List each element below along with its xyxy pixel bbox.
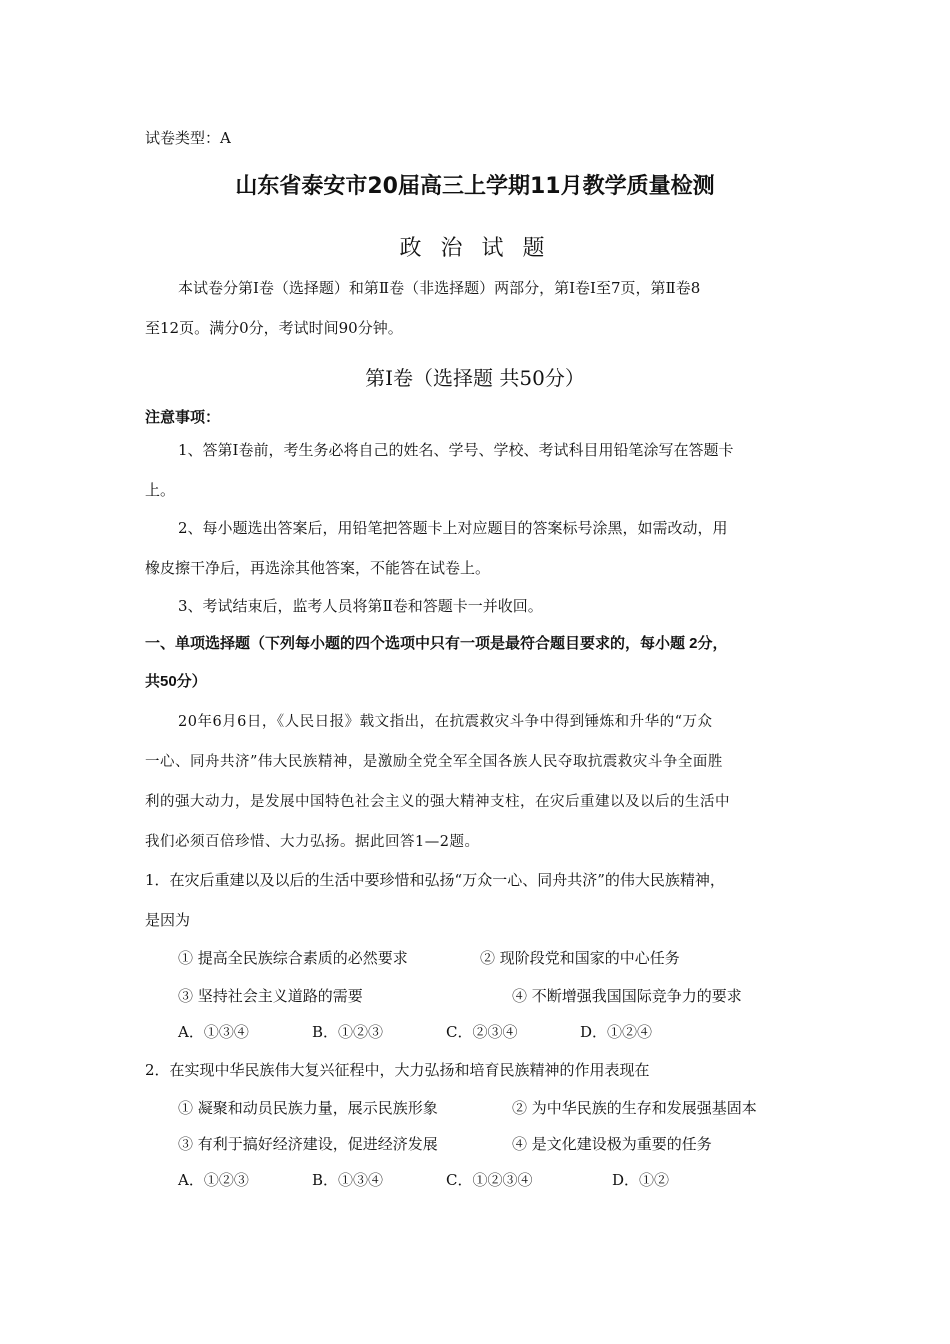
section-1-heading-line-1: 一、单项选择题（下列每小题的四个选项中只有一项是最符合题目要求的，每小题 2分，	[145, 635, 728, 652]
subject-title: 政 治 试 题	[399, 236, 551, 261]
paper-type-label: 试卷类型：A	[145, 129, 231, 147]
question-1-option-d: D．①②④	[580, 1023, 653, 1041]
passage-line-1: 20年6月6日，《人民日报》载文指出，在抗震救灾斗争中得到锤炼和升华的“万众	[178, 714, 713, 730]
question-1-stem-line-1: 1．在灾后重建以及以后的生活中要珍惜和弘扬“万众一心、同舟共济”的伟大民族精神，	[145, 871, 725, 889]
question-1-stem-line-2: 是因为	[145, 911, 191, 929]
passage-line-2: 一心、同舟共济”伟大民族精神，是激励全党全军全国各族人民夺取抗震救灾斗争全面胜	[145, 754, 723, 770]
question-1-item-2: ② 现阶段党和国家的中心任务	[480, 949, 680, 967]
exam-title: 山东省泰安市20届高三上学期11月教学质量检测	[235, 174, 715, 199]
question-1-option-b: B．①②③	[312, 1023, 384, 1041]
question-2-stem: 2．在实现中华民族伟大复兴征程中，大力弘扬和培育民族精神的作用表现在	[145, 1061, 650, 1079]
part-1-title: 第Ⅰ卷（选择题 共50分）	[365, 366, 585, 390]
question-2-option-d: D．①②	[612, 1171, 670, 1189]
section-1-heading-line-2: 共50分）	[145, 673, 207, 690]
notice-label: 注意事项：	[145, 409, 221, 426]
notice-1-line-1: 1、答第Ⅰ卷前，考生务必将自己的姓名、学号、学校、考试科目用铅笔涂写在答题卡	[178, 441, 734, 459]
passage-line-3: 利的强大动力，是发展中国特色社会主义的强大精神支柱，在灾后重建以及以后的生活中	[145, 794, 730, 810]
notice-2-line-1: 2、每小题选出答案后，用铅笔把答题卡上对应题目的答案标号涂黑，如需改动，用	[178, 519, 728, 537]
question-2-item-3: ③ 有利于搞好经济建设，促进经济发展	[178, 1135, 438, 1153]
question-2-item-1: ① 凝聚和动员民族力量，展示民族形象	[178, 1099, 438, 1117]
notice-3: 3、考试结束后，监考人员将第Ⅱ卷和答题卡一并收回。	[178, 597, 543, 615]
question-1-item-1: ① 提高全民族综合素质的必然要求	[178, 949, 408, 967]
question-1-option-c: C．②③④	[446, 1023, 518, 1041]
question-1-item-4: ④ 不断增强我国国际竞争力的要求	[512, 987, 742, 1005]
notice-1-line-2: 上。	[145, 481, 176, 499]
question-2-option-b: B．①③④	[312, 1171, 384, 1189]
question-2-option-a: A．①②③	[178, 1171, 249, 1189]
passage-line-4: 我们必须百倍珍惜、大力弘扬。据此回答1—2题。	[145, 834, 480, 850]
intro-line-1: 本试卷分第Ⅰ卷（选择题）和第Ⅱ卷（非选择题）两部分，第Ⅰ卷Ⅰ至7页，第Ⅱ卷8	[178, 279, 701, 297]
question-2-item-2: ② 为中华民族的生存和发展强基固本	[512, 1099, 757, 1117]
notice-2-line-2: 橡皮擦干净后，再选涂其他答案，不能答在试卷上。	[145, 559, 491, 577]
question-1-item-3: ③ 坚持社会主义道路的需要	[178, 987, 363, 1005]
question-2-item-4: ④ 是文化建设极为重要的任务	[512, 1135, 712, 1153]
question-2-option-c: C．①②③④	[446, 1171, 533, 1189]
intro-line-2: 至12页。满分0分，考试时间90分钟。	[145, 319, 403, 337]
question-1-option-a: A．①③④	[178, 1023, 249, 1041]
